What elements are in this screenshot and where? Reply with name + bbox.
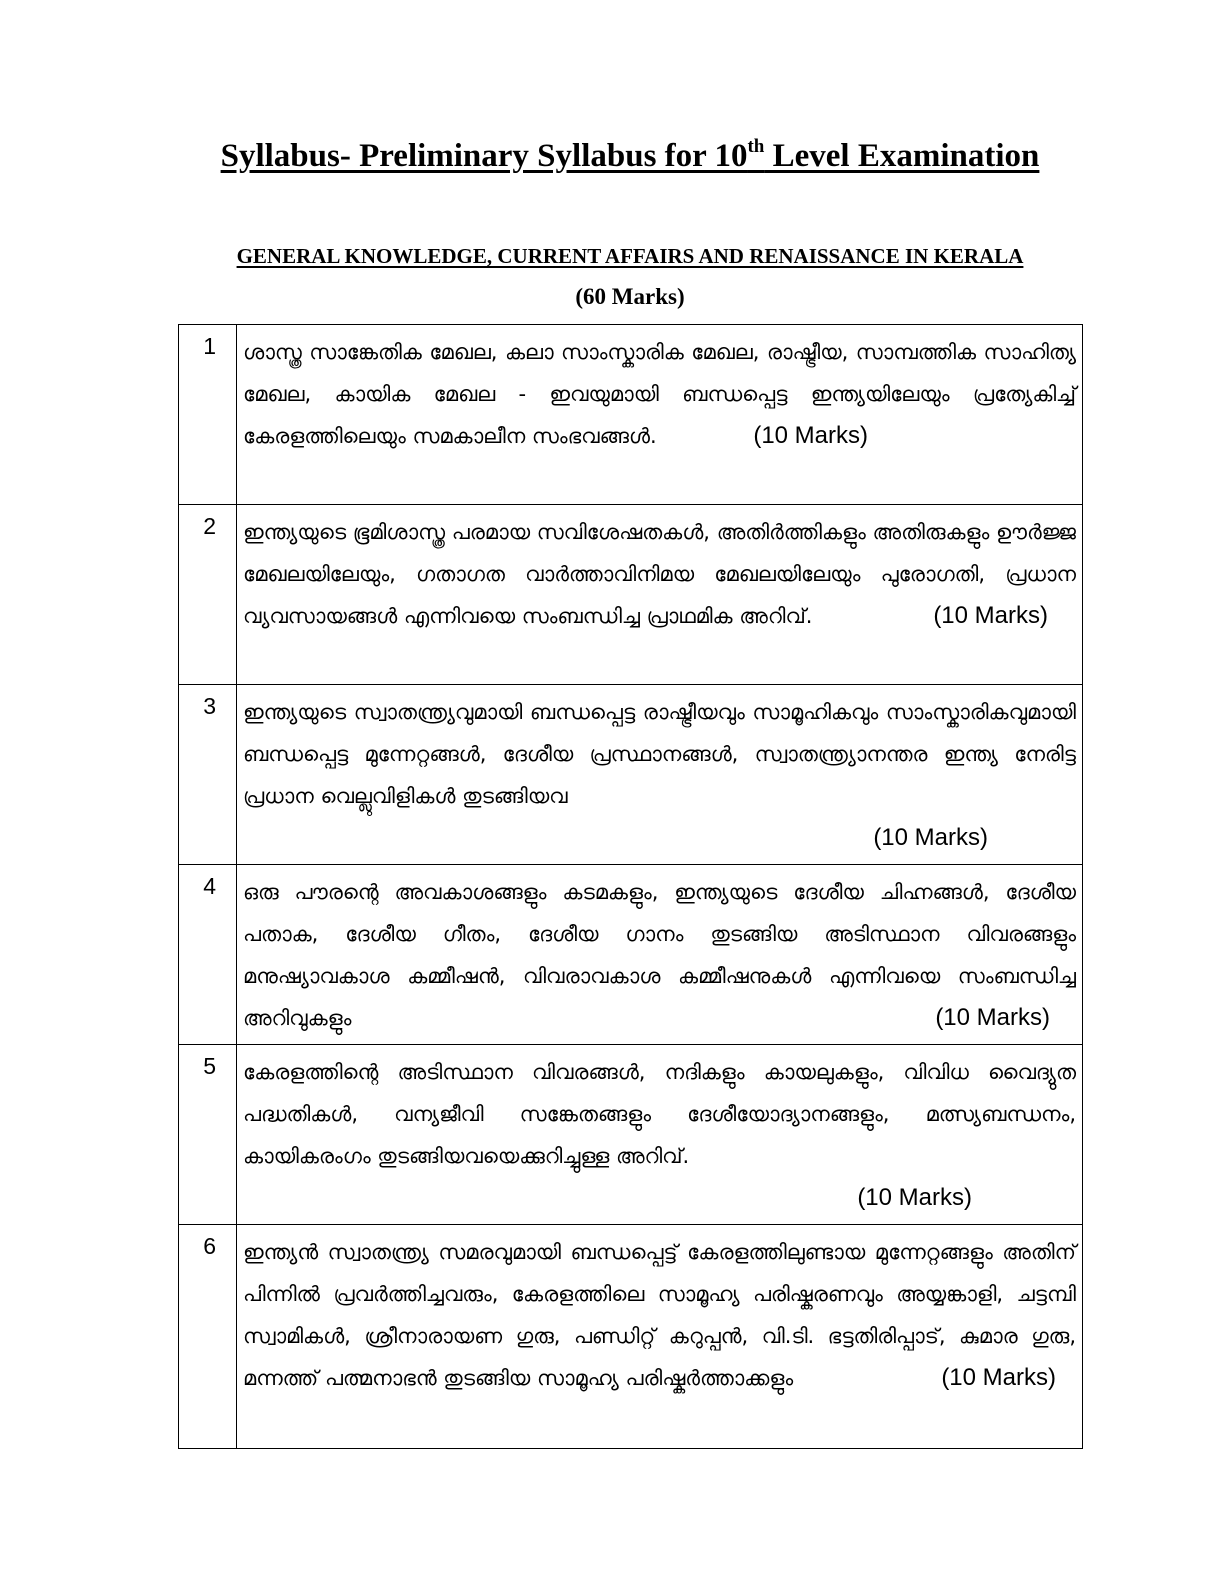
row-content: [237, 865, 1083, 1045]
syllabus-table: [178, 324, 1083, 1449]
row-number: 2: [179, 505, 237, 685]
title-prefix: Syllabus- Preliminary Syllabus for 10: [220, 138, 748, 174]
row-marks: (10 Marks): [935, 1004, 1050, 1031]
table-row: [179, 1045, 1083, 1225]
row-text: ഒരു പൗരന്റെ അവകാശങ്ങളും കടമകളും, ഇന്ത്യയുടെ ദേശീയ ചിഹ്നങ്ങൾ, ദേശീയ പതാക, ദേശീയ ഗീതം, ദേശീയ ഗാനം തുടങ്ങിയ അടിസ്ഥാന വിവരങ്ങളും മനുഷ്യാവകാശ കമ്മീഷൻ, വിവരാവകാശ കമ്മീഷനുകൾ എന്നിവയെ സംബന്ധിച്ച അറിവുകളും: [243, 880, 1076, 1030]
row-content: [237, 325, 1083, 505]
row-content: [237, 505, 1083, 685]
section-title: GENERAL KNOWLEDGE, CURRENT AFFAIRS AND RENAISSANCE IN KERALA: [236, 244, 1024, 268]
table-row: [179, 505, 1083, 685]
row-text: ഇന്ത്യൻ സ്വാതന്ത്ര്യ സമരവുമായി ബന്ധപ്പെട്ട് കേരളത്തിലുണ്ടായ മുന്നേറ്റങ്ങളും അതിന് പിന്നിൽ പ്രവർത്തിച്ചവരും, കേരളത്തിലെ സാമൂഹ്യ പരിഷ്കരണവും അയ്യങ്കാളി, ചട്ടമ്പി സ്വാമികൾ, ശ്രീനാരായണ ഗുരു, പണ്ഡിറ്റ് കറുപ്പൻ, വി.ടി. ഭട്ടതിരിപ്പാട്, കുമാര ഗുരു, മന്നത്ത് പത്മനാഭൻ തുടങ്ങിയ സാമൂഹ്യ പരിഷ്കർത്താക്കളും: [243, 1240, 1076, 1390]
row-number: 5: [179, 1045, 237, 1225]
row-marks: (10 Marks): [933, 602, 1048, 629]
table-row: [179, 865, 1083, 1045]
row-number: 3: [179, 685, 237, 865]
row-marks: (10 Marks): [941, 1364, 1056, 1391]
row-marks: (10 Marks): [873, 824, 988, 851]
document-title: [0, 138, 1224, 175]
title-superscript: th: [747, 136, 765, 157]
row-text: കേരളത്തിന്റെ അടിസ്ഥാന വിവരങ്ങൾ, നദികളും കായലുകളും, വിവിധ വൈദ്യുത പദ്ധതികൾ, വന്യജീവി സങ്കേതങ്ങളും ദേശീയോദ്യാനങ്ങളും, മത്സ്യബന്ധനം, കായികരംഗം തുടങ്ങിയവയെക്കുറിച്ചുള്ള അറിവ്.: [243, 1060, 1076, 1168]
row-marks: (10 Marks): [857, 1184, 972, 1211]
table-row: [179, 685, 1083, 865]
table-row: [179, 1225, 1083, 1449]
row-content: [237, 1225, 1083, 1449]
row-text: ഇന്ത്യയുടെ ഭൂമിശാസ്ത്ര പരമായ സവിശേഷതകൾ, അതിർത്തികളും അതിരുകളും ഊർജ്ജ മേഖലയിലേയും, ഗതാഗത വാർത്താവിനിമയ മേഖലയിലേയും പുരോഗതി, പ്രധാന വ്യവസായങ്ങൾ എന്നിവയെ സംബന്ധിച്ച പ്രാഥമിക അറിവ്.: [243, 520, 1076, 628]
row-number: 6: [179, 1225, 237, 1449]
section-marks: (60 Marks): [575, 284, 685, 309]
row-number: 1: [179, 325, 237, 505]
row-text: ശാസ്ത്ര സാങ്കേതിക മേഖല, കലാ സാംസ്കാരിക മേഖല, രാഷ്ട്രീയ, സാമ്പത്തിക സാഹിത്യ മേഖല, കായിക മേഖല - ഇവയുമായി ബന്ധപ്പെട്ട ഇന്ത്യയിലേയും പ്രത്യേകിച്ച് കേരളത്തിലെയും സമകാലീന സംഭവങ്ങൾ.: [243, 340, 1076, 448]
row-content: [237, 1045, 1083, 1225]
row-content: [237, 685, 1083, 865]
title-suffix: Level Examination: [764, 138, 1040, 174]
row-number: 4: [179, 865, 237, 1045]
row-text: ഇന്ത്യയുടെ സ്വാതന്ത്ര്യവുമായി ബന്ധപ്പെട്ട രാഷ്ട്രീയവും സാമൂഹികവും സാംസ്കാരികവുമായി ബന്ധപ്പെട്ട മുന്നേറ്റങ്ങൾ, ദേശീയ പ്രസ്ഥാനങ്ങൾ, സ്വാതന്ത്ര്യാനന്തര ഇന്ത്യ നേരിട്ട പ്രധാന വെല്ലുവിളികൾ തുടങ്ങിയവ: [243, 700, 1076, 808]
row-marks: (10 Marks): [753, 422, 869, 449]
table-row: [179, 325, 1083, 505]
